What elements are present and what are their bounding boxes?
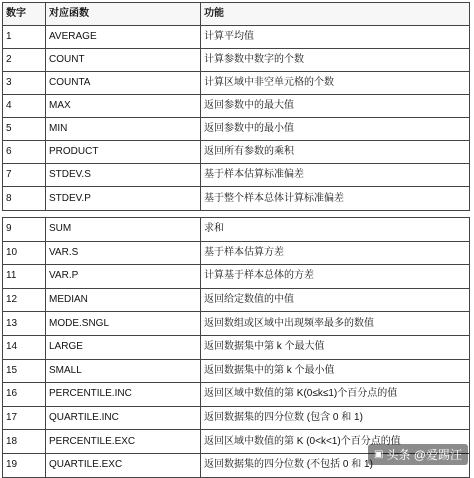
table-row (3, 26, 470, 49)
table-row (3, 141, 470, 164)
row-function: PERCENTILE.EXC (46, 430, 201, 454)
row-function: AVERAGE (46, 26, 201, 49)
row-number: 2 (3, 49, 46, 72)
row-description: 返回区域中数值的第 K (0<k<1)个百分点的值 (201, 430, 470, 454)
row-number: 15 (3, 359, 46, 383)
row-function: MIN (46, 118, 201, 141)
table-row (3, 72, 470, 95)
table-row (3, 312, 470, 336)
table-header-row (3, 3, 470, 26)
row-description: 返回数据集的四分位数 (不包括 0 和 1) (201, 453, 470, 477)
row-description: 返回数据集中第 k 个最大值 (201, 335, 470, 359)
header-number: 数字 (3, 3, 46, 26)
table-row (3, 118, 470, 141)
row-function: VAR.P (46, 265, 201, 289)
row-number: 18 (3, 430, 46, 454)
row-number: 16 (3, 383, 46, 407)
row-function: QUARTILE.INC (46, 406, 201, 430)
row-number: 13 (3, 312, 46, 336)
row-number: 1 (3, 26, 46, 49)
row-description: 返回区域中数值的第 K(0≤k≤1)个百分点的值 (201, 383, 470, 407)
row-function: STDEV.P (46, 187, 201, 211)
row-number: 17 (3, 406, 46, 430)
row-function: LARGE (46, 335, 201, 359)
row-description: 基于样本估算方差 (201, 241, 470, 265)
row-function: MODE.SNGL (46, 312, 201, 336)
row-function: COUNTA (46, 72, 201, 95)
row-number: 6 (3, 141, 46, 164)
header-function: 对应函数 (46, 3, 201, 26)
row-number: 12 (3, 288, 46, 312)
row-function: SUM (46, 218, 201, 242)
row-function: SMALL (46, 359, 201, 383)
row-description: 返回所有参数的乘积 (201, 141, 470, 164)
functions-table-part1 (2, 2, 470, 211)
watermark-text: 头条 @爱踢汪 (386, 448, 462, 462)
row-number: 8 (3, 187, 46, 211)
row-description: 返回数据集中的第 k 个最小值 (201, 359, 470, 383)
row-function: PRODUCT (46, 141, 201, 164)
table-row (3, 265, 470, 289)
row-description: 基于样本估算标准偏差 (201, 164, 470, 187)
row-description: 计算参数中数字的个数 (201, 49, 470, 72)
row-number: 3 (3, 72, 46, 95)
row-description: 计算基于样本总体的方差 (201, 265, 470, 289)
row-number: 11 (3, 265, 46, 289)
row-description: 基于整个样本总体计算标准偏差 (201, 187, 470, 211)
row-function: COUNT (46, 49, 201, 72)
row-number: 4 (3, 95, 46, 118)
row-function: QUARTILE.EXC (46, 453, 201, 477)
table-row (3, 383, 470, 407)
row-function: MEDIAN (46, 288, 201, 312)
row-description: 返回参数中的最小值 (201, 118, 470, 141)
table-row (3, 406, 470, 430)
watermark (368, 444, 468, 465)
row-description: 计算平均值 (201, 26, 470, 49)
row-number: 9 (3, 218, 46, 242)
row-description: 计算区域中非空单元格的个数 (201, 72, 470, 95)
table-row (3, 164, 470, 187)
table-row (3, 187, 470, 211)
row-description: 返回参数中的最大值 (201, 95, 470, 118)
table-row (3, 359, 470, 383)
table-row (3, 288, 470, 312)
functions-table-part2 (2, 217, 470, 478)
table-row (3, 49, 470, 72)
table-row (3, 95, 470, 118)
row-description: 返回给定数值的中值 (201, 288, 470, 312)
row-number: 10 (3, 241, 46, 265)
row-description: 返回数组或区域中出现频率最多的数值 (201, 312, 470, 336)
row-number: 14 (3, 335, 46, 359)
row-number: 5 (3, 118, 46, 141)
row-function: PERCENTILE.INC (46, 383, 201, 407)
row-description: 求和 (201, 218, 470, 242)
row-description: 返回数据集的四分位数 (包含 0 和 1) (201, 406, 470, 430)
row-function: STDEV.S (46, 164, 201, 187)
header-description: 功能 (201, 3, 470, 26)
row-number: 7 (3, 164, 46, 187)
row-function: MAX (46, 95, 201, 118)
table-row (3, 335, 470, 359)
toutiao-logo-icon: ▣ (374, 449, 384, 460)
row-number: 19 (3, 453, 46, 477)
row-function: VAR.S (46, 241, 201, 265)
table-row (3, 218, 470, 242)
table-row (3, 241, 470, 265)
